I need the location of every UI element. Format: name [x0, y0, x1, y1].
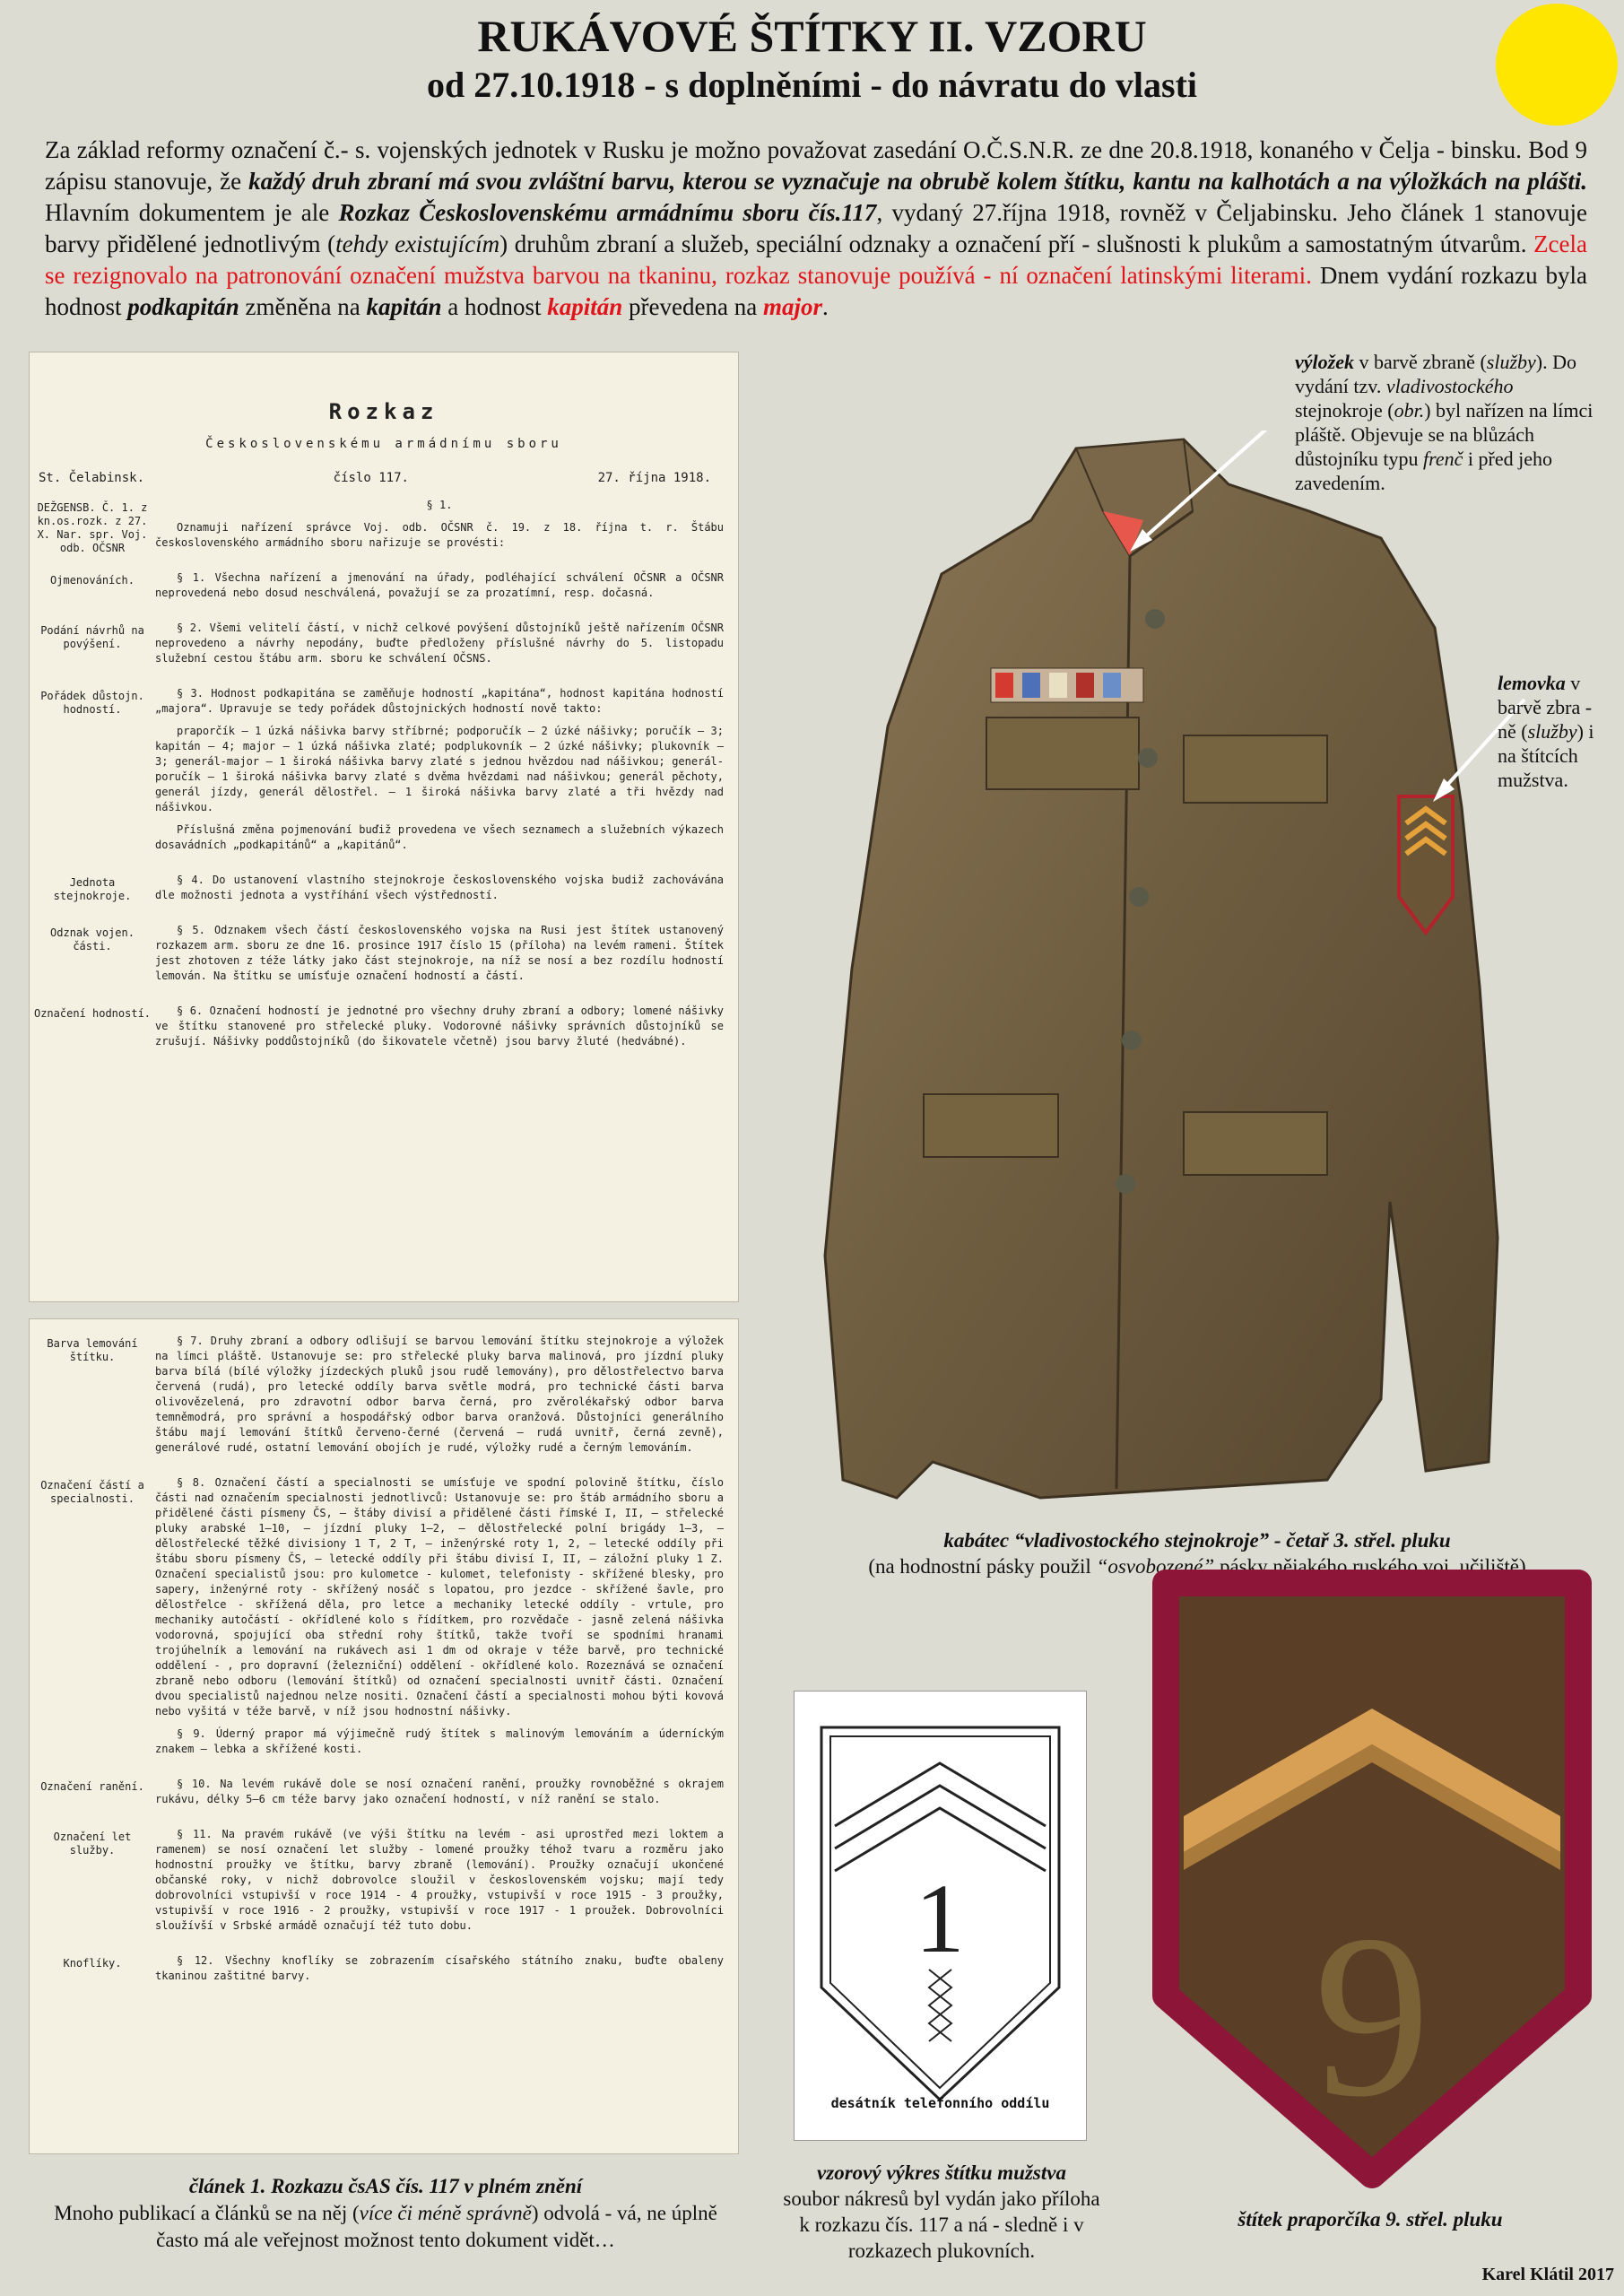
- sketch-number: 1: [915, 1864, 965, 1973]
- document-section: Označení ranění. § 10. Na levém rukávě dole se nosí označení ranění, proužky rovnoběžné s okrajem rukávu, délky 5—6 cm téže barvy jako označení hodností, v níž ranění se stalo.: [40, 1778, 724, 1805]
- document-section: DEŽGENSB. Č. 1. z kn.os.rozk. z 27. X. Nar. spr. Voj. odb. OČSNR § 1. Oznamuji nařízení správce Voj. odb. OČSNR č. 19. z 18. října t. r. Štábu československého armádního sboru nařizuje se provésti:: [37, 499, 724, 554]
- document-place: St. Čelabinsk.: [39, 471, 145, 485]
- document-section: Odznak vojen. části. § 5. Odznakem všech částí československého vojska na Rusi jest štítek ustanovený rozkazem arm. sboru ze dne 16. prosince 1917 číslo 15 (příloha) na levém rameni. Štítek jest zhotoven z téže látky jako část stejnokroje, na níž se nosí a bez rozdílu hodností lemován. Na štítku se umísťuje označení hodností a částí.: [50, 924, 724, 982]
- caption-lemovka: lemovka v barvě zbra - ně (služby) i na štítcích mužstva.: [1498, 672, 1594, 791]
- document-section: Označení hodností. § 6. Označení hodností je jednotné pro všechny druhy zbraní a odbory; lomené nášivky ve štítku stanovené pro střelecké pluky. Vodorovné nášivky správních důstojníků se zrušují. Nášivky poddůstojníků (do šikovatele včetně) jsou barvy žluté (hedvábné).: [33, 1004, 724, 1048]
- document-addressee: Československému armádnímu sboru: [205, 437, 562, 451]
- document-heading: Rozkaz: [328, 399, 439, 424]
- document-section: Podání návrhů na povýšení. § 2. Všemi velitelí částí, v nichž celkové povýšení důstojníků ještě nařízením OČSNR neprovedeno a návrhy nepodány, buďte předloženy příslušné návrhy do 5. listopadu služební cestou štábu arm. sboru ke schválení OČSNS.: [40, 622, 724, 665]
- document-section: Pořádek důstojn. hodností. § 3. Hodnost podkapitána se zaměňuje hodností „kapitána“, hodnost kapitána hodností „majora“. Upravuje se tedy pořádek důstojnických hodností nově takto: praporčík — 1 úzká nášivka barvy stříbrné; podporučík — 2 úzké nášivky; poručík — 3; kapitán — 4; major — 1 úzká nášivka zlaté; podplukovník — 2 úzké nášivky; plukovník — 3; generál-major — 1 široká nášivka barvy zlaté s jednou hvězdou nad nášivkou; generál-poručík — 1 široká nášivka barvy zlaté s dvěma hvězdami nad nášivkou; generál pěchoty, generál jízdy, generál dělostřel. — 1 široká nášivka barvy zlaté a tři hvězdy nad nášivkou. Příslušná změna pojmenování buďiž provedena ve všech seznamech a služebních výkazech dosavádních „podkapitánů“ a „kapitánů“.: [40, 687, 724, 851]
- order-document-page-1: [29, 352, 739, 1302]
- page-title: RUKÁVOVÉ ŠTÍTKY II. VZORU: [477, 11, 1147, 61]
- caption-patch: štítek praporčíka 9. střel. pluku: [1238, 2208, 1503, 2231]
- document-section: Knoflíky. § 12. Všechny knoflíky se zobrazením císařského státního znaku, buďte obaleny tkaninou zaštitné barvy.: [63, 1954, 724, 1982]
- document-number: číslo 117.: [333, 471, 409, 485]
- document-date: 27. října 1918.: [597, 471, 711, 485]
- document-section: Označení částí a specialnosti. § 8. Označení částí a specialnosti se umísťuje ve spodní polovině štítku, číslo části nad označením specialnosti jednotlivců: Ustanovuje se: pro štáb armádního sboru a přidělené části písmeny ČS, — štáby divisí a přidělené části římské I, II, — střelecké pluky arabské 1—10, — jízdní pluky 1—2, — dělostřelecké polní brigády 1—3, — dělostřelecké těžké divisiony 1 T, 2 T, — inženýrské roty 1, 2, — letecké oddíly při štábu sboru písmeny ČS, — letecké oddíly při štábu divisí I, II, — záložní pluky 1 Z. Označení specialistů jsou: pro kulometce - kulomet, telefonisty - skřížené blesky, pro sapery, inženýrné roty - skřížený nosáč s lopatou, pro jezdce - skřížené šavle, pro dělostřelce - skřížená děla, pro letce a mechaniky letecké oddíly - vrtule, pro mechaniky autočástí - okřídlené kolo s řídítkem, pro rozvědače - jasně zelená nášivka vodorovná, spojující oba střední rohy štítků, takže tvoří se spodními hranami trojúhelník a lemování na rukávech asi 1 dm od okraje v téže barvě, pro technické oddělení - , pro dopravní (železniční) oddělení - okřídlené kolo. Rozeznává se označení zbraně nebo odboru (lemování štítků) od označení specialnosti uvnitř části. Označení dvou specialistů najednou nelze nositi. Označení částí a specialnosti mohou býti kovová nebo vyšitá v téže barvě, v níž jsou hodnostní nášivky. § 9. Úderný prapor má výjimečně rudý štítek s malinovým lemováním a úderníckým znakem — lebka a skřížené kosti.: [40, 1476, 724, 1755]
- document-section: Jednota stejnokroje. § 4. Do ustanovení vlastního stejnokroje československého vojska budiž zachovávána dle možnosti jednota a vystříhání všech výstředností.: [53, 874, 724, 902]
- order-document-page-2: [29, 1318, 739, 2154]
- caption-coat: kabátec “vladivostockého stejnokroje” - četař 3. střel. pluku (na hodnostní pásky použil “osvobozené” pásky nějakého ruského voj. učiliště): [868, 1529, 1526, 1578]
- patch-sketch-drawing: [795, 1692, 1086, 2140]
- uniform-coat-illustration: [807, 430, 1587, 1516]
- patch-sketch: [794, 1691, 1087, 2141]
- patch-number: 9: [1314, 1887, 1430, 2145]
- document-section: Barva lemování štítku. § 7. Druhy zbraní a odbory odlišují se barvou lemování štítku stejnokroje a výložek na límci pláště. Ustanovuje se: pro střelecké pluky barva malinová, pro jízdní pluky barva bílá (bílé výložky jízdeckých pluků jsou rudě lemovány), pro dělostřelectvo barva červená (rudá), pro letecké oddíly barva světle modrá, pro technické části barva olivovězelená, pro zdravotní odbor barva černá, pro zvěrolékařský odbor barva temněmodrá, pro správní a hospodářský odbor barva oranžová. Důstojníci generálního štábu mají lemování štítků červeno-černé (červená — rudá uvnitř, černá zevně), generálové rudé, ostatní lemování obojích je rudé, výložky rudé a černým lemováním.: [47, 1335, 724, 1454]
- document-section: Ojmenováních. § 1. Všechna nařízení a jmenování na úřady, podléhající schválení OČSNR a OČSNR neprovedená nebo dosud neschválená, považují se za prozatímní, resp. dočasná.: [50, 571, 724, 599]
- patch-9th-regiment: [1148, 1565, 1596, 2193]
- author-credit: Karel Klátil 2017: [1481, 2265, 1614, 2284]
- caption-document: článek 1. Rozkazu čsAS čís. 117 v plném znění Mnoho publikací a článků se na něj (více či méně správně) odvolá - vá, ne úplně často má ale veřejnost možnost tento dokument vidět…: [54, 2175, 717, 2251]
- intro-paragraph: Za základ reformy označení č.- s. vojenských jednotek v Rusku je možno považovat zasedání O.Č.S.N.R. ze dne 20.8.1918, konaného v Čelja - binsku. Bod 9 zápisu stanovuje, že každý druh zbraní má svou zvláštní barvu, kterou se vyznačuje na obrubě kolem štítku, kantu na kalhotách a na výložkách na plášti. Hlavním dokumentem je ale Rozkaz Československému armádnímu sboru čís.117, vydaný 27.října 1918, rovněž v Čeljabinsku. Jeho článek 1 stanovuje barvy přidělené jednotlivým (tehdy existujícím) druhům zbraní a služeb, speciální odznaky a označení pří - slušnosti k plukům a samostatným útvarům. Zcela se rezignovalo na patronování označení mužstva barvou na tkaninu, rozkaz stanovuje používá - ní označení latinskými literami. Dnem vydání rozkazu byla hodnost podkapitán změněna na kapitán a hodnost kapitán převedena na major.: [45, 136, 1588, 320]
- page-subtitle: od 27.10.1918 - s doplněními - do návratu do vlasti: [426, 65, 1198, 105]
- sketch-label: desátník telefonního oddílu: [830, 2095, 1050, 2111]
- caption-vylozek: výložek v barvě zbraně (služby). Do vydání tzv. vladivostockého stejnokroje (obr.) byl nařízen na límci pláště. Objevuje se na blůzách důstojníku typu frenč i před jeho zavedením.: [1295, 351, 1594, 494]
- document-meta: [39, 471, 711, 485]
- document-section: Označení let služby. § 11. Na pravém rukávě (ve výši štítku na levém - asi uprostřed mezi loktem a ramenem) se nosí označení let služby - lomené proužky téhož tvaru a rozměru jako hodnostní proužky ve štítku, barvy zbraně (lemování). Proužky označují ukončené občanské roky, v nichž dobrovolce sloužil v československém vojsku; mají tedy dobrovolníci vstupivší v roce 1914 - 4 proužky, vstupivší v roce 1915 - 3 proužky, vstupivší v roce 1916 - 2 proužky, vstupivší v roce 1917 - 1 proužek. Dobrovolníci sloužívší v Srbské armádě označují též tuto dobu.: [53, 1828, 724, 1932]
- caption-sketch: vzorový výkres štítku mužstva soubor nákresů byl vydán jako příloha k rozkazu čís. 117 a ná - sledně i v rozkazech plukovních.: [783, 2161, 1100, 2262]
